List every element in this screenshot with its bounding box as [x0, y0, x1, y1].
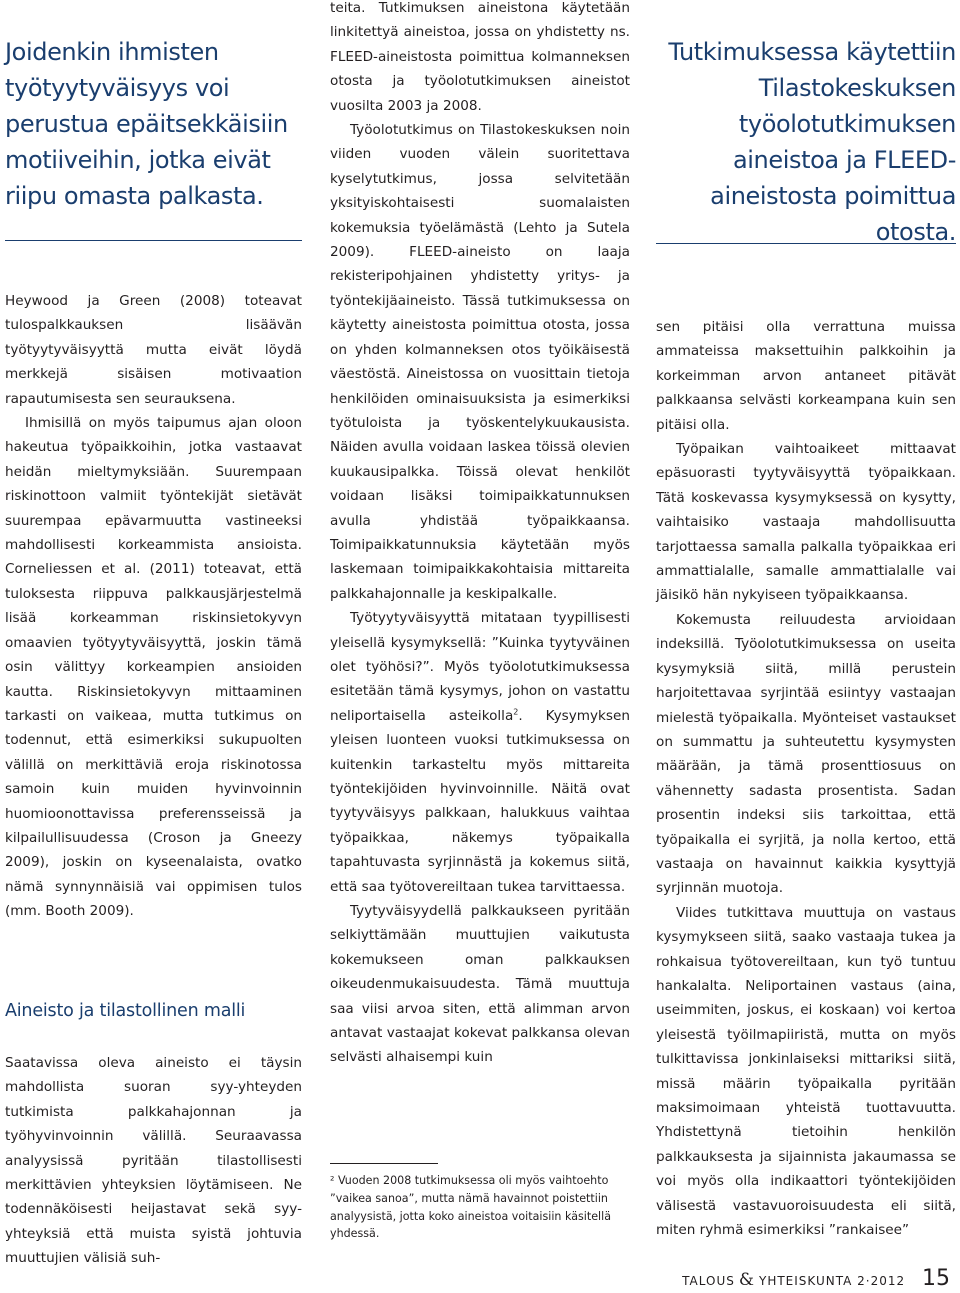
paragraph: Saatavissa oleva aineisto ei täysin mahdollista suoran syy-yhteyden tutkimista palkkahajonnan ja työhyvinvoinnin välillä. Seuraavassa analyysissä pyritään tilastollisesti merkittävien yhteyksien löytämiseen. Ne todennäköisesti heijastavat sekä syy-yhteyksiä että muista syistä johtuvia muuttujien välisiä suh- — [5, 1055, 302, 1267]
footnote: ² Vuoden 2008 tutkimuksessa oli myös vaihtoehto ”vaikea sanoa”, mutta nämä havainnot poistettiin analyysistä, jotta koko aineistoa voitaisiin käsitellä yhdessä. — [330, 1174, 611, 1241]
column-1-body-lower — [5, 1051, 302, 1271]
issue-number: 2·2012 — [857, 1274, 906, 1288]
journal-ampersand: & — [738, 1270, 755, 1290]
paragraph: Ihmisillä on myös taipumus ajan oloon hakeutua työpaikkoihin, jotka vastaavat heidän mieltymyksiään. Suurempaan riskinottoon valmiit työntekijät sietävät suurempaa epävarmuutta vastineeksi mahdollisesti korkeammista ansioista. Corneliessen et al. (2011) toteavat, että tuloksesta riippuva palkkausjärjestelmä lisää korkeamman riskinsietokyvyn omaavien työtyytyväisyyttä, joskin tämä osin välittyy korkeampien ansioiden kautta. Riskinsietokyvyn mittaaminen tarkasti on vaikeaa, mutta tutkimus on todennut, että esimerkiksi sukupuolten välillä on merkittäviä eroja riskinotossa samoin kuin muiden hyvinvoinnin huomioonottavissa preferensseissä ja kilpailullisuudessa (Croson ja Gneezy 2009), joskin on kyseenalaista, ovatko nämä synnynnäisiä vai oppimisen tulos (mm. Booth 2009). — [5, 415, 302, 920]
footnote-rule — [330, 1163, 438, 1164]
paragraph: Tyytyväisyydellä palkkaukseen pyritään selkiyttämään muuttujien vaikutusta kokemukseen oman palkkauksen oikeudenmukaisuudesta. Tämä muuttuja saa viisi arvoa siten, että alimman arvon antavat vastaajat kokevat palkkansa olevan selvästi alhaisempi kuin — [330, 903, 630, 1066]
journal-name-2: YHTEISKUNTA — [759, 1274, 853, 1288]
paragraph: Heywood ja Green (2008) toteavat tulospalkkauksen lisäävän työtyytyväisyyttä mutta eivät löydä merkkejä sisäisen motivaation rapautumisesta sen seurauksena. — [5, 293, 302, 407]
footnote-ref: 2 — [513, 707, 519, 717]
paragraph: sen pitäisi olla verrattuna muissa ammateissa maksettuihin palkkoihin ja korkeimman arvon antaneet pitävät palkkaansa selvästi korkeampana kuin sen pitäisi olla. — [656, 319, 956, 433]
paragraph: Kokemusta reiluudesta arvioidaan indeksillä. Työolotutkimuksessa on useita kysymyksiä siitä, millä perustein harjoitettavaa syrjintää esiintyy vastaajan mielestä työpaikalla. Myönteiset vastaukset on summattu ja suhteutettu kysymysten määrään, ja tämä prosenttiosuus on vähennetty sadasta prosentista. Sadan prosentin indeksi siis tarkoittaa, että työpaikalla ei syrjitä, ja nolla kertoo, että vastaaja on havainnut kaikkia kysyttyjä syrjinnän muotoja. — [656, 611, 956, 897]
pull-quote-rule-right — [656, 243, 956, 244]
paragraph: Työolotutkimus on Tilastokeskuksen noin viiden vuoden välein suoritettava kyselytutkimus, jossa selvitetään yksityiskohtaisesti suomalaisten kokemuksia työelämästä (Lehto ja Sutela 2009). FLEED-aineisto on laaja rekisteripohjainen yhdistetty yritys- ja työntekijäaineisto. Tässä tutkimuksessa on käytetty aineistosta poimittua otosta, jossa on yhden kolmanneksen otos työikäisestä väestöstä. Aineistossa on vuosittain tietoja henkilöiden ominaisuuksista ja esimerkiksi työtuloista ja työskentelykuukausista. Näiden avulla voidaan laskea töissä olevien kuukausipalkka. Töissä olevat henkilöt voidaan lisäksi toimipaikkatunnuksen avulla yhdistää työpaikkaansa. Toimipaikkatunnuksia käytetään myös laskemaan toimipaikkakohtaisia mittareita palkkahajonnalle ja keskipalkalle. — [330, 122, 630, 602]
paragraph: Viides tutkittava muuttuja on vastaus kysymykseen siitä, saako vastaaja tukea ja rohkaisua työtovereiltaan, kun työ tuntuu hankalalta. Neliportainen vastaus (aina, useimmiten, joskus, ei koskaan) voi kertoa yleisestä työilmapiiristä, mutta on myös tulkittavissa jonkinlaiseksi mittariksi siitä, missä määrin työpaikalla pyritään maksimoimaan yhteistä tuottavuutta. Yhdistettynä tietoihin henkilön palkkauksesta ja sijainnista jakaumassa se voi myös olla indikaattori työntekijöiden välisestä vastavuoroisuudesta eli siitä, miten ryhmä esimerkiksi ”rankaisee” — [656, 904, 956, 1239]
page-number: 15 — [922, 1266, 950, 1291]
page-footer — [682, 1266, 950, 1291]
pull-quote-left: Joidenkin ihmisten työtyytyväisyys voi perustua epäitsekkäisiin motiiveihin, jotka eivät riipu omasta palkasta. — [5, 38, 288, 210]
pull-quote-right: Tutkimuksessa käytettiin Tilastokeskuksen työolotutkimuksen aineistoa ja FLEED-aineistosta poimittua otosta. — [668, 38, 956, 246]
paragraph-text: . Kysymyksen yleisen luonteen vuoksi tutkimuksessa on kuitenkin tarkasteltu myös mittareita työntekijöiden hyvinvoinnille. Näitä ovat tyytyväisyys palkkaan, halukkuus vaihtaa työpaikkaa, näkemys työpaikalla tapahtuvasta syrjinnästä ja kokemus siitä, että saa työtovereiltaan tukea tarvittaessa. — [330, 707, 630, 895]
paragraph: Työpaikan vaihtoaikeet mittaavat epäsuorasti tyytyväisyyttä työpaikkaan. Tätä koskevassa kysymyksessä on kysytty, vaihtaisiko vastaaja mahdollisuutta tarjottaessa samalla palkalla työpaikkaa eri ammattialalle, samalle ammattialalle vai jäisikö hän nykyiseen työpaikkaansa. — [656, 441, 956, 604]
section-heading: Aineisto ja tilastollinen malli — [5, 1001, 246, 1021]
journal-name: TALOUS — [682, 1274, 735, 1288]
paragraph-text: Työtyytyväisyyttä mitataan tyypillisesti yleisellä kysymyksellä: ”Kuinka tyytyväinen olet työhösi?”. Myös työolotutkimuksessa esitetään tämä kysymys, johon on vastattu neliportaisella asteikolla — [330, 610, 630, 724]
paragraph: teita. Tutkimuksen aineistona käytetään linkitettyä aineistoa, jossa on yhdistetty ns. FLEED-aineistosta poimittua kolmanneksen otosta ja työolotutkimuksen aineistot vuosilta 2003 ja 2008. — [330, 0, 630, 114]
column-2-body — [330, 0, 630, 1070]
pull-quote-rule-left — [5, 240, 302, 241]
paragraph — [330, 606, 630, 899]
column-1-body — [5, 289, 302, 924]
column-3-body — [656, 315, 956, 1242]
